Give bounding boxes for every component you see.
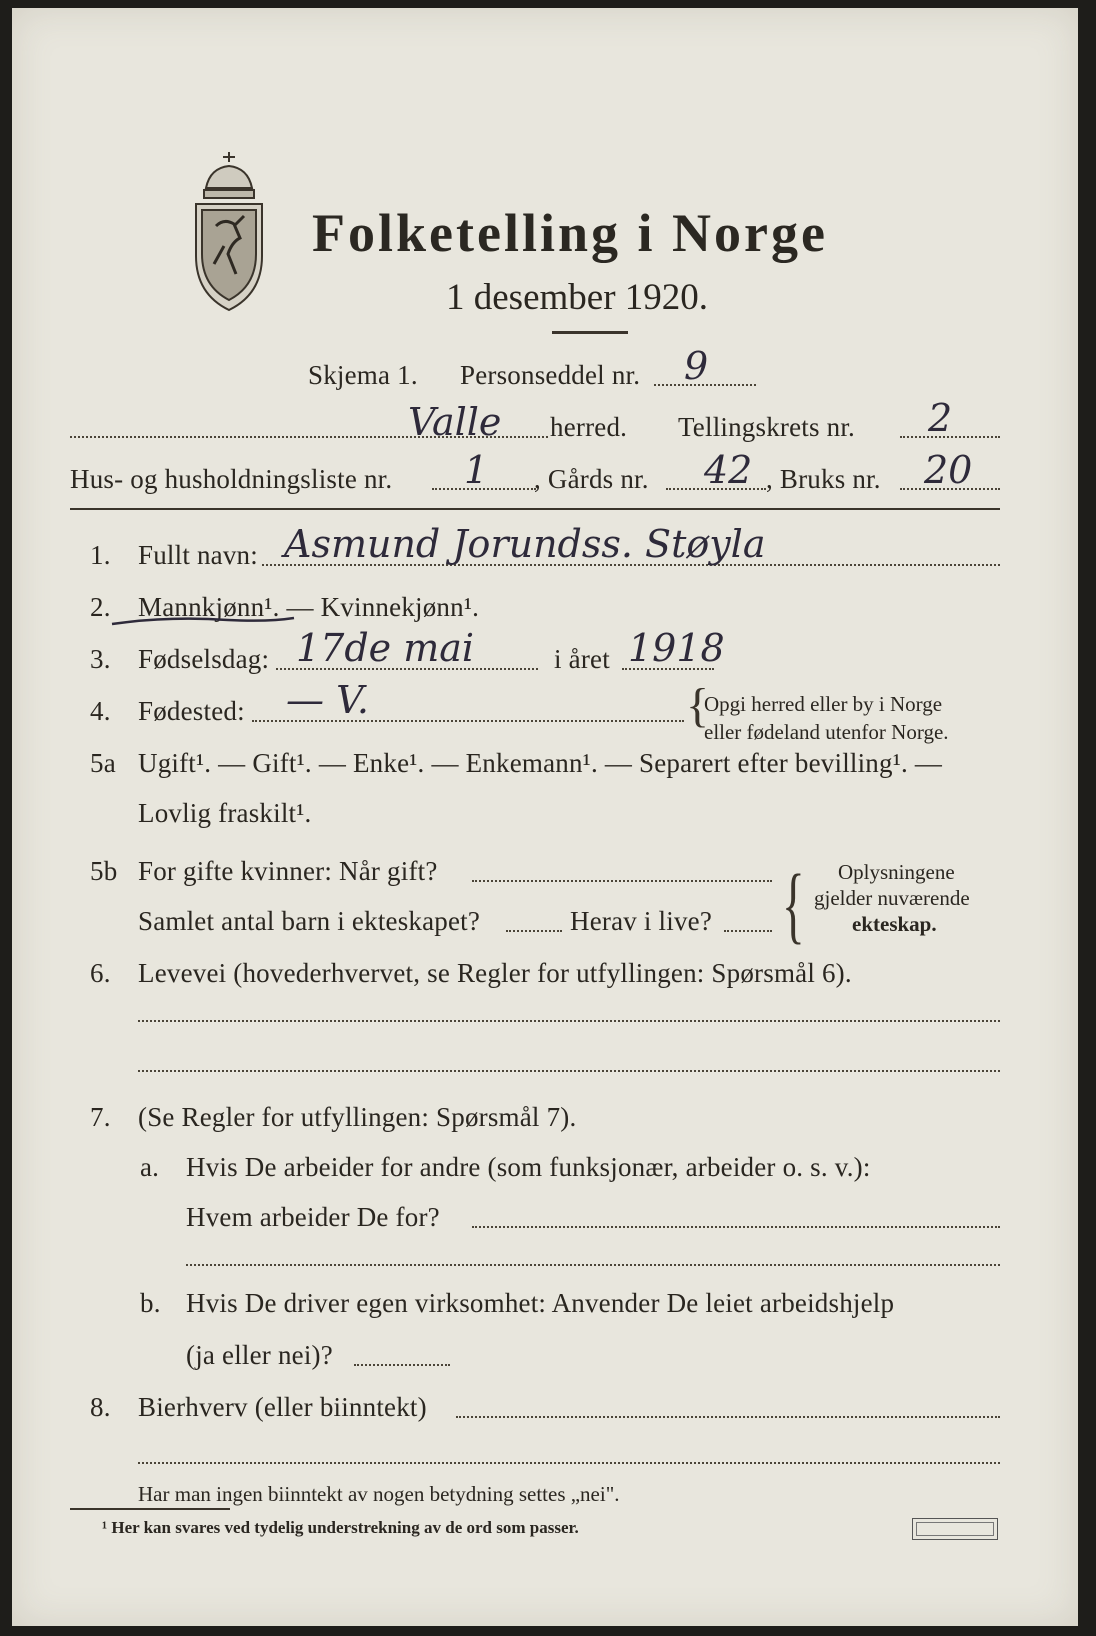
q5b-children-alive: Herav i live? xyxy=(570,906,713,936)
q7b-question: Hvis De driver egen virksomhet: Anvender De leiet arbeidshjelp xyxy=(186,1288,895,1318)
gender-underline-mark xyxy=(108,612,298,628)
page-title: Folketelling i Norge xyxy=(312,203,828,263)
q1-full-name-value: Asmund Jorundss. Støyla xyxy=(284,522,766,566)
q3-label: Fødselsdag: xyxy=(138,644,270,674)
q6-answer-line-1 xyxy=(138,1020,1000,1022)
q2-gender-options: Mannkjønn¹. — Kvinnekjønn¹. xyxy=(138,592,480,622)
q4-note-line2: eller fødeland utenfor Norge. xyxy=(704,720,949,744)
q5a-number: 5a xyxy=(90,748,116,778)
q3-birthday-value: 17de mai xyxy=(296,626,475,670)
q6-occupation-label: Levevei (hovederhvervet, se Regler for utfyllingen: Spørsmål 6). xyxy=(138,958,852,988)
q5a-marital-options: Ugift¹. — Gift¹. — Enke¹. — Enkemann¹. — Separert efter bevilling¹. — xyxy=(138,748,943,778)
q5b-children-total: Samlet antal barn i ekteskapet? xyxy=(138,906,481,936)
q7a-question: Hvis De arbeider for andre (som funksjonær, arbeider o. s. v.): xyxy=(186,1152,871,1182)
bruks-label: , Bruks nr. xyxy=(766,464,881,494)
herred-label: herred. xyxy=(550,412,628,442)
q8-note: Har man ingen biinntekt av nogen betydning settes „nei". xyxy=(138,1482,620,1506)
q8-number: 8. xyxy=(90,1392,111,1422)
q3-year-value: 1918 xyxy=(628,626,725,670)
gards-value: 42 xyxy=(704,448,753,492)
footnote-divider xyxy=(70,1508,230,1510)
q5b-married-when: For gifte kvinner: Når gift? xyxy=(138,856,438,886)
q6-number: 6. xyxy=(90,958,111,988)
q5b-note-line1: Oplysningene xyxy=(838,860,955,884)
q5a-marital-options-cont: Lovlig fraskilt¹. xyxy=(138,798,312,828)
q7a-letter: a. xyxy=(140,1152,160,1182)
q5b-number: 5b xyxy=(90,856,118,886)
q3-number: 3. xyxy=(90,644,111,674)
personseddel-label: Personseddel nr. xyxy=(460,360,641,390)
q7-number: 7. xyxy=(90,1102,111,1132)
q4-number: 4. xyxy=(90,696,111,726)
q5b-note-line2: gjelder nuværende xyxy=(814,886,970,910)
q7-label: (Se Regler for utfyllingen: Spørsmål 7). xyxy=(138,1102,577,1132)
husliste-value: 1 xyxy=(464,448,489,492)
q6-answer-line-2 xyxy=(138,1070,1000,1072)
census-form-sheet: Folketelling i Norge 1 desember 1920. Skjema 1. Personseddel nr. 9 Valle herred. Tellingskrets nr. 2 Hus- og husholdningsliste nr. 1 , Gårds nr. 42 , Bruks nr. 20 1. Fullt navn: Asmund Jorundss. Støyla 2. Mannkjønn¹. — Kvinnekjønn¹. 3. Fødselsdag: 17de mai i året 1918 4. Fødested: — V. { Opgi herred eller by i Norge eller fødeland utenfor Norge. 5a Ugift¹. — Gift¹. — Enke¹. — Enkemann¹. — Separert efter bevilling¹. — Lovlig fraskilt¹. 5b For gifte kvinner: Når gift? Samlet antal barn i ekteskapet? Herav i live? { Oplysningene gjelder nuværende ekteskap. 6. Levevei (hovederhvervet, se Regler for utfyllingen: Spørsmål 6). 7. (Se Regler for utfyllingen: Spørsmål 7). a. Hvis De arbeider for andre (som funksjonær, arbeider o. s. v.): Hvem arbeider De for? b. Hvis De driver egen virksomhet: Anvender De leiet arbeidshjelp (ja eller nei)? 8. Bierhverv (eller biinntekt) Har man ingen biinntekt av nogen betydning settes „nei". ¹ Her kan svares ved tydelig understrekning av de ord som passer. xyxy=(12,8,1078,1626)
footnote: ¹ Her kan svares ved tydelig understrekning av de ord som passer. xyxy=(102,1518,579,1537)
q3-year-label: i året xyxy=(554,644,610,674)
title-divider xyxy=(552,331,628,334)
personseddel-value: 9 xyxy=(684,344,709,388)
q7b-yes-no-label: (ja eller nei)? xyxy=(186,1340,333,1370)
q4-birthplace-value: — V. xyxy=(286,678,369,722)
q7b-letter: b. xyxy=(140,1288,161,1318)
tellingskrets-label: Tellingskrets nr. xyxy=(678,412,855,442)
herred-value: Valle xyxy=(408,400,502,444)
printer-stamp xyxy=(912,1518,998,1540)
q5b-note-line3: ekteskap. xyxy=(852,912,937,936)
tellingskrets-value: 2 xyxy=(928,396,953,440)
census-date: 1 desember 1920. xyxy=(446,277,709,318)
q4-label: Fødested: xyxy=(138,696,245,726)
q7a-employer-label: Hvem arbeider De for? xyxy=(186,1202,440,1232)
q4-note-line1: Opgi herred eller by i Norge xyxy=(704,692,943,716)
q1-label: Fullt navn: xyxy=(138,540,258,570)
husliste-label: Hus- og husholdningsliste nr. xyxy=(70,464,393,494)
q2-number: 2. xyxy=(90,592,111,622)
q1-number: 1. xyxy=(90,540,111,570)
header-divider xyxy=(70,508,1000,510)
bruks-value: 20 xyxy=(924,448,973,492)
gards-label: , Gårds nr. xyxy=(534,464,649,494)
skjema-label: Skjema 1. xyxy=(308,360,418,390)
q8-side-income-label: Bierhverv (eller biinntekt) xyxy=(138,1392,427,1422)
coat-of-arms-icon xyxy=(184,146,274,314)
